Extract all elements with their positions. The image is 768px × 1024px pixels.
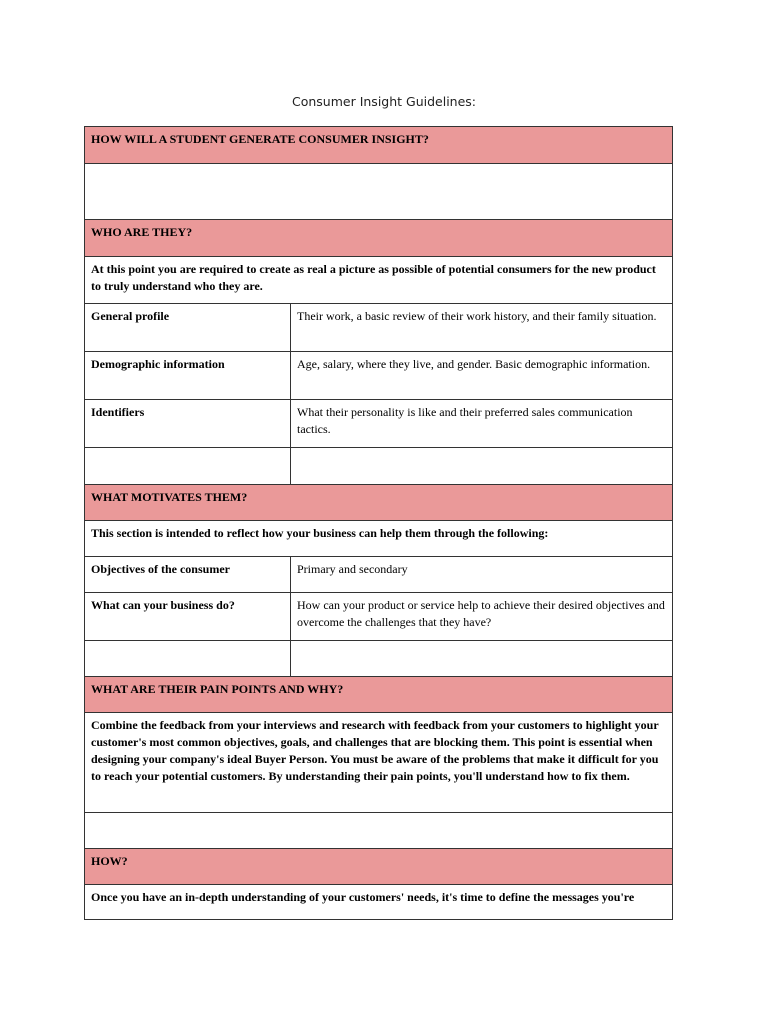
section-intro-how: Once you have an in-depth understanding of your customers' needs, it's time to define the messages you're <box>85 885 673 920</box>
row-label: General profile <box>85 304 291 352</box>
empty-cell[interactable] <box>291 448 673 485</box>
intro-row <box>85 885 673 920</box>
intro-row <box>85 257 673 304</box>
section-intro-who: At this point you are required to create as real a picture as possible of potential consumers for the new product to truly understand who they are. <box>85 257 673 304</box>
section-heading-generate: HOW WILL A STUDENT GENERATE CONSUMER INSIGHT? <box>85 127 673 164</box>
section-header-row <box>85 220 673 257</box>
intro-row <box>85 521 673 557</box>
section-header-row <box>85 677 673 713</box>
empty-row <box>85 641 673 677</box>
row-value: What their personality is like and their preferred sales communication tactics. <box>291 400 673 448</box>
table-row <box>85 352 673 400</box>
section-heading-pain: WHAT ARE THEIR PAIN POINTS AND WHY? <box>85 677 673 713</box>
row-label: What can your business do? <box>85 593 291 641</box>
row-value: How can your product or service help to achieve their desired objectives and overcome the challenges that they have? <box>291 593 673 641</box>
empty-cell[interactable] <box>85 448 291 485</box>
row-value: Age, salary, where they live, and gender. Basic demographic information. <box>291 352 673 400</box>
section-heading-how: HOW? <box>85 849 673 885</box>
section-heading-motivates: WHAT MOTIVATES THEM? <box>85 485 673 521</box>
section-header-row <box>85 485 673 521</box>
empty-row <box>85 813 673 849</box>
intro-row <box>85 713 673 813</box>
row-value: Their work, a basic review of their work history, and their family situation. <box>291 304 673 352</box>
row-label: Objectives of the consumer <box>85 557 291 593</box>
empty-cell[interactable] <box>85 813 673 849</box>
empty-cell[interactable] <box>291 641 673 677</box>
section-heading-who: WHO ARE THEY? <box>85 220 673 257</box>
guidelines-table <box>84 126 673 920</box>
table-row <box>85 593 673 641</box>
row-label: Demographic information <box>85 352 291 400</box>
empty-cell[interactable] <box>85 164 673 220</box>
section-header-row <box>85 849 673 885</box>
table-row <box>85 557 673 593</box>
section-intro-pain: Combine the feedback from your interviews and research with feedback from your customers to highlight your customer's most common objectives, goals, and challenges that are blocking them. This point is essential when designing your company's ideal Buyer Person. You must be aware of the problems that make it difficult for you to reach your potential customers. By understanding their pain points, you'll understand how to fix them. <box>85 713 673 813</box>
table-row <box>85 400 673 448</box>
table-row <box>85 304 673 352</box>
empty-row <box>85 448 673 485</box>
row-label: Identifiers <box>85 400 291 448</box>
empty-row <box>85 164 673 220</box>
section-intro-motivates: This section is intended to reflect how your business can help them through the following: <box>85 521 673 557</box>
empty-cell[interactable] <box>85 641 291 677</box>
row-value: Primary and secondary <box>291 557 673 593</box>
section-header-row <box>85 127 673 164</box>
document-title: Consumer Insight Guidelines: <box>291 94 477 109</box>
